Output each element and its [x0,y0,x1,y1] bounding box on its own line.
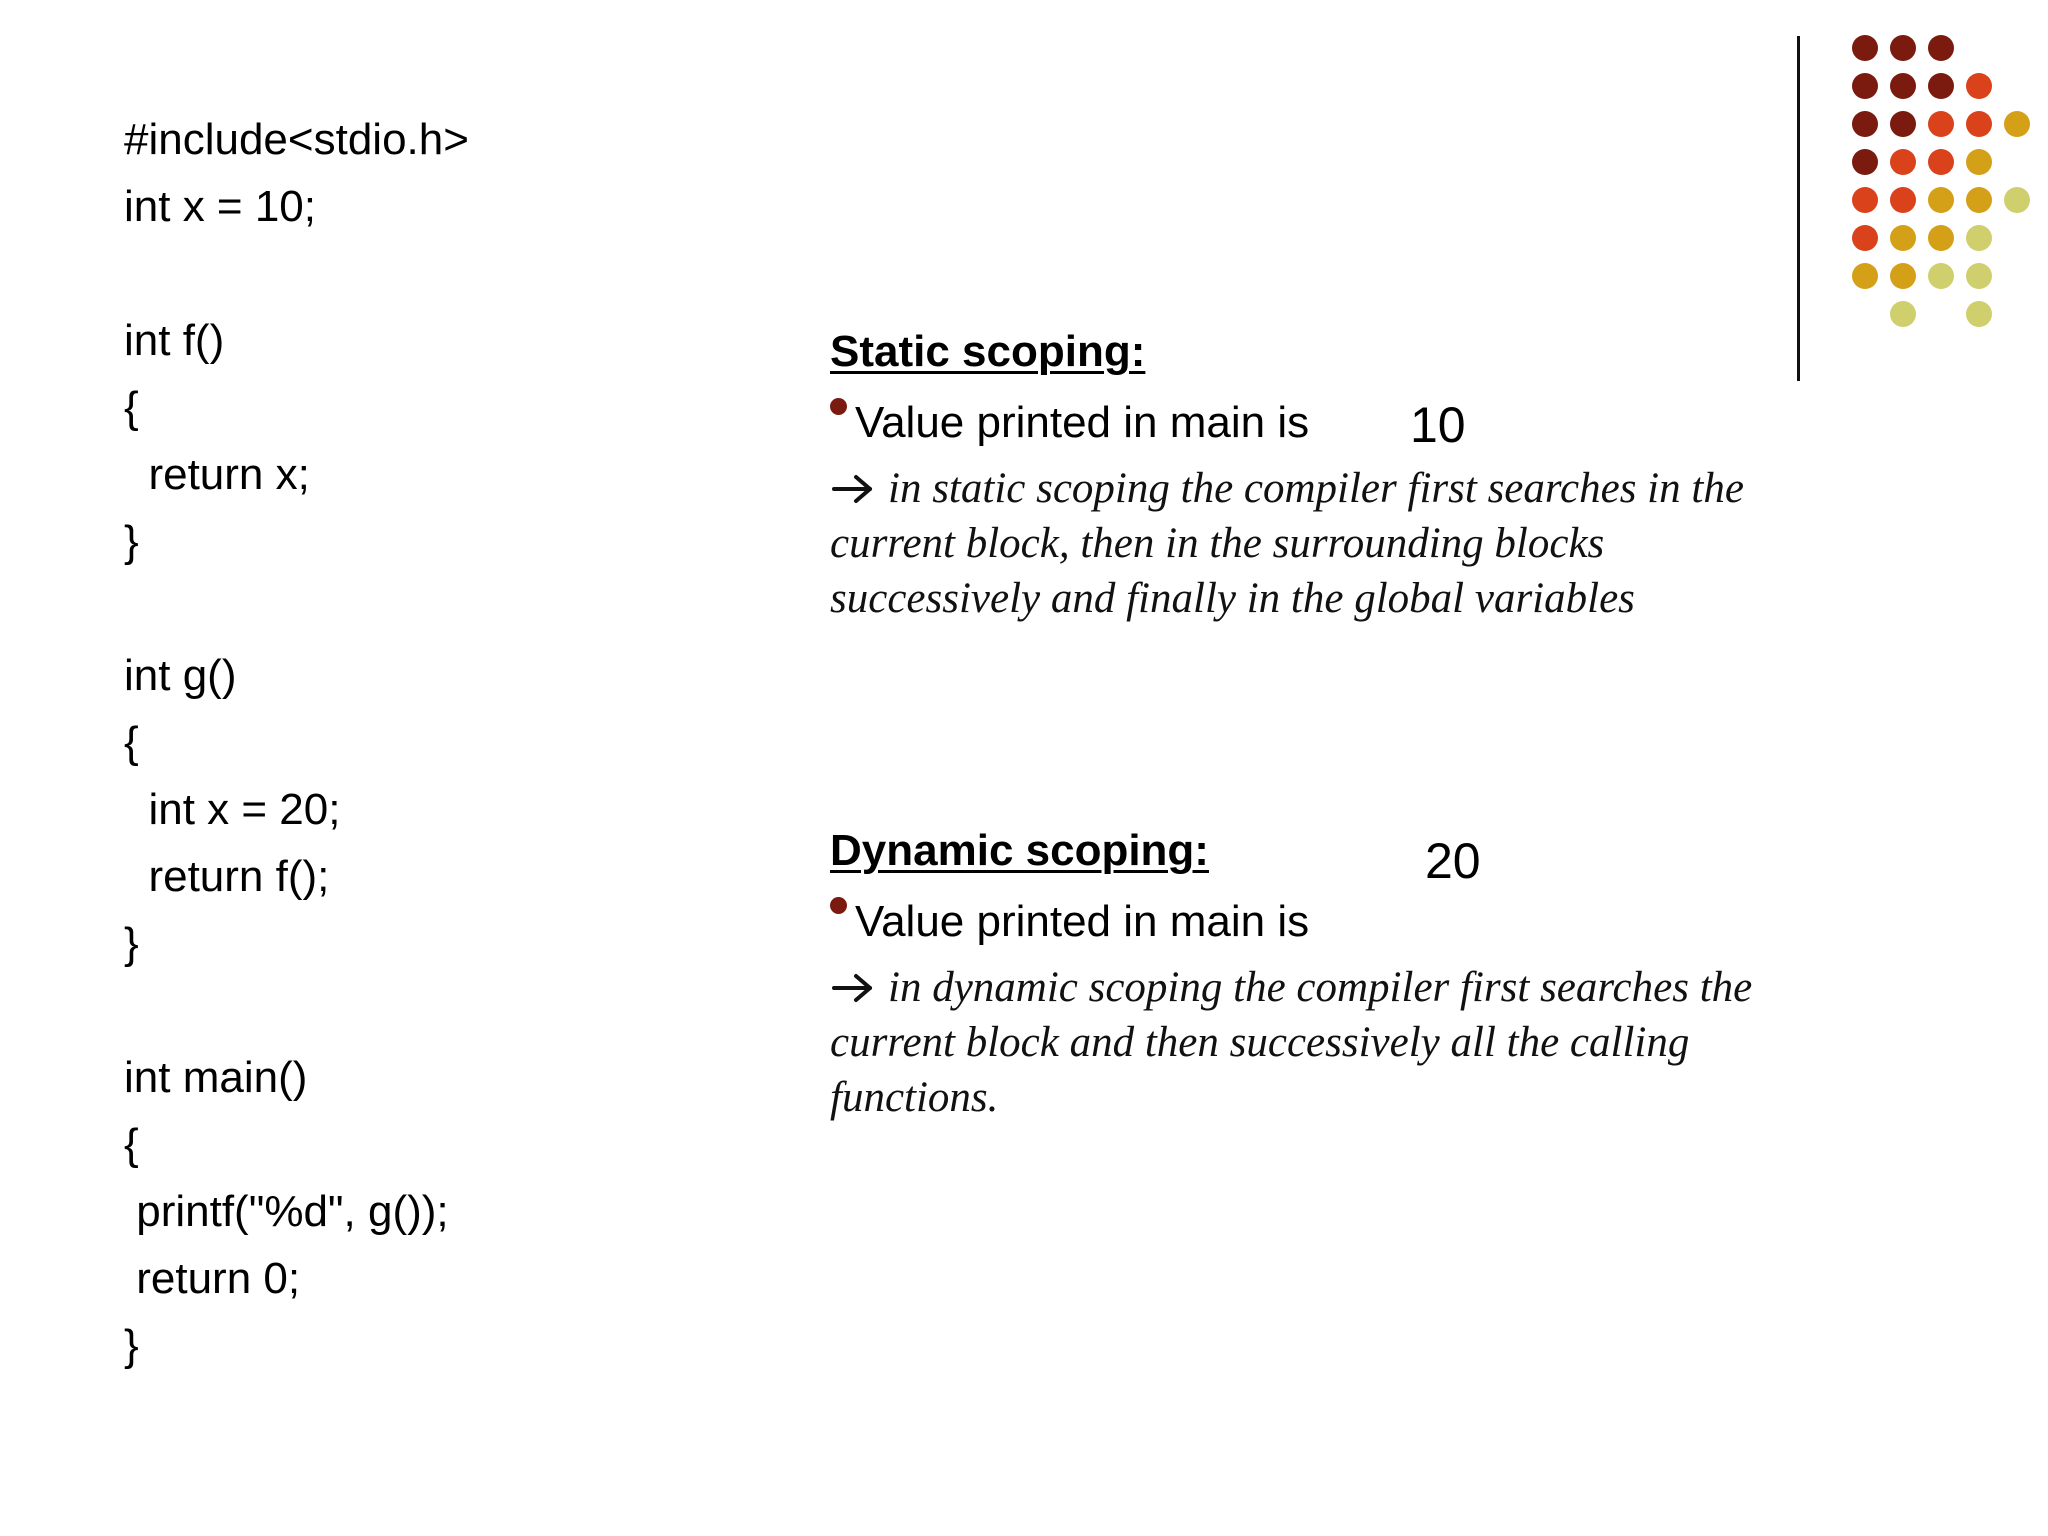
dynamic-explanation-text: in dynamic scoping the compiler first searches the current block and then successively all the calling functions. [830,964,1753,1121]
decor-dot [1852,187,1878,213]
static-value-number: 10 [1410,397,1466,453]
right-arrow-icon [830,971,878,1005]
decor-dot [1928,35,1954,61]
decor-dot [1890,35,1916,61]
decor-dot [1966,187,1992,213]
code-line: { [124,718,139,767]
right-arrow-icon [830,472,878,506]
decor-dot [1890,73,1916,99]
bullet-dot-icon [830,398,847,415]
code-line: return x; [124,450,310,499]
decor-dot [1890,111,1916,137]
code-line: } [124,1321,139,1370]
decor-dot [1966,73,1992,99]
decor-dot [1890,263,1916,289]
decor-dot [1852,225,1878,251]
code-line: return f(); [124,852,330,901]
decor-dot [1966,301,1992,327]
bullet-dot-icon [830,897,847,914]
decor-dot [1852,149,1878,175]
decor-dot [2004,187,2030,213]
code-line: printf("%d", g()); [124,1187,449,1236]
code-line: int f() [124,316,225,365]
decor-dot [1928,149,1954,175]
code-line: int x = 10; [124,182,317,231]
code-line: } [124,517,139,566]
dynamic-scoping-heading: Dynamic scoping: [830,826,1209,875]
code-line: int main() [124,1053,308,1102]
dynamic-value-label: Value printed in main is [855,897,1310,946]
static-value-label: Value printed in main is [855,398,1310,447]
code-line: } [124,919,139,968]
dynamic-value-number: 20 [1425,833,1481,889]
static-value-bullet [830,398,1309,445]
decor-dot [1852,73,1878,99]
static-explanation [830,461,1750,626]
decor-dot [1928,73,1954,99]
decor-dot [1890,149,1916,175]
decor-dot [1928,263,1954,289]
decor-dot [2004,111,2030,137]
decor-dot [1966,111,1992,137]
decor-dot [1928,187,1954,213]
static-explanation-text: in static scoping the compiler first searches in the current block, then in the surrounding blocks successively and finally in the global variables [830,465,1744,622]
decor-dot [1966,263,1992,289]
code-line: { [124,1120,139,1169]
decorative-dot-grid [0,0,2048,400]
dynamic-value-bullet [830,897,1309,944]
decor-dot [1928,225,1954,251]
decor-dot [1852,111,1878,137]
code-line: return 0; [124,1254,301,1303]
code-line: { [124,383,139,432]
code-line: int g() [124,651,237,700]
decor-dot [1966,225,1992,251]
decor-dot [1966,149,1992,175]
code-line: int x = 20; [124,785,341,834]
decor-dot [1852,35,1878,61]
decor-dot [1890,301,1916,327]
code-line: #include<stdio.h> [124,115,469,164]
static-scoping-heading: Static scoping: [830,327,1146,376]
decor-dot [1928,111,1954,137]
decor-dot [1852,263,1878,289]
decor-dot [1890,225,1916,251]
decor-dot [1890,187,1916,213]
dynamic-explanation [830,960,1770,1125]
